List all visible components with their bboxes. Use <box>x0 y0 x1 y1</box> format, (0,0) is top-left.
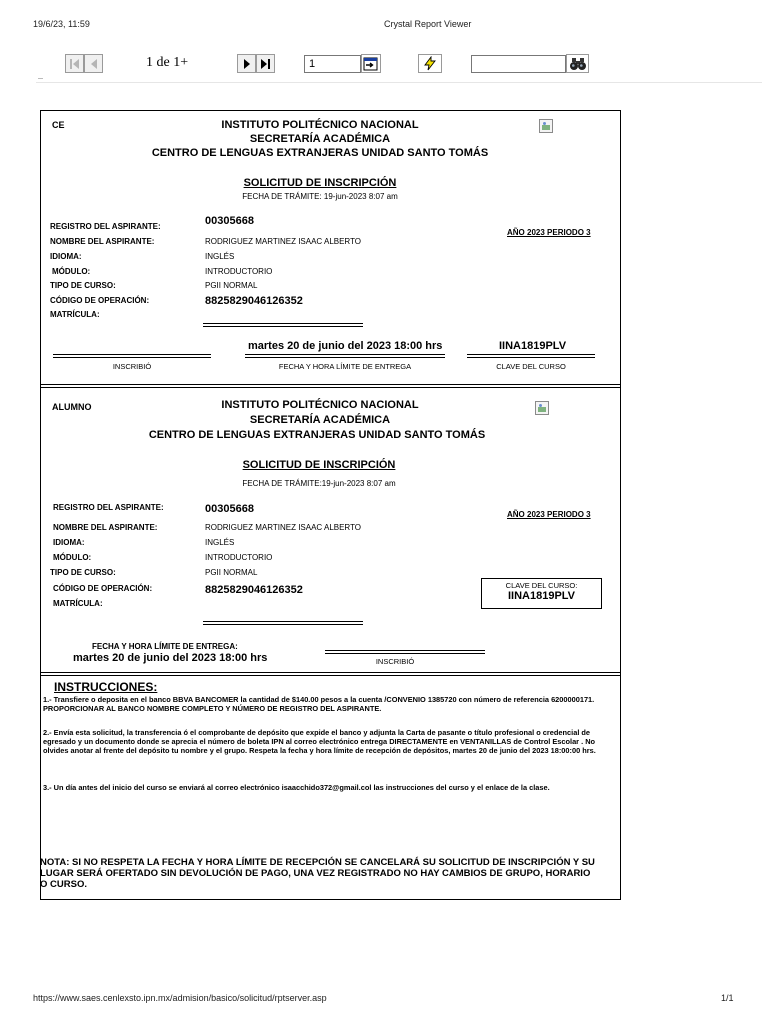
clave-curso-box <box>481 578 602 609</box>
sig-line-inscribio <box>53 354 211 358</box>
search-input[interactable] <box>471 55 566 73</box>
org-line-2: SECRETARÍA ACADÉMICA <box>249 414 391 426</box>
label-nombre: NOMBRE DEL ASPIRANTE: <box>50 237 155 246</box>
periodo: AÑO 2023 PERIODO 3 <box>507 510 591 519</box>
matricula-line <box>203 323 363 327</box>
form-title: SOLICITUD DE INSCRIPCIÓN <box>242 459 396 471</box>
previous-page-icon <box>91 59 97 69</box>
org-line-1: INSTITUTO POLITÉCNICO NACIONAL <box>221 399 419 411</box>
sig-line-fecha <box>245 354 445 358</box>
label-idioma: IDIOMA: <box>53 538 85 547</box>
sig-clave: CLAVE DEL CURSO <box>496 362 566 371</box>
fecha-limite: martes 20 de junio del 2023 18:00 hrs <box>73 652 268 664</box>
instruction-1: 1.- Transfiere o deposita en el banco BBVA BANCOMER la cantidad de $140.00 pesos a la cuenta /CONVENIO 1385720 con número de referencia 6200000171. PROPORCIONAR AL BANCO NOMBRE COMPLETO Y NÚMERO DE REGISTRO DEL ASPIRANTE. <box>43 695 595 713</box>
value-modulo: INTRODUCTORIO <box>205 553 273 562</box>
sig-inscribio: INSCRIBIÓ <box>375 657 415 666</box>
nota: NOTA: SI NO RESPETA LA FECHA Y HORA LÍMITE DE RECEPCIÓN SE CANCELARÁ SU SOLICITUD DE INSCRIPCIÓN Y SU LUGAR SERÁ OFERTADO SIN DEVOLUCIÓN DE PAGO, UNA VEZ REGISTRADO NO HAY CAMBIOS DE GRUPO, HORARIO O CURSO. <box>40 857 595 890</box>
value-nombre: RODRIGUEZ MARTINEZ ISAAC ALBERTO <box>205 237 362 246</box>
org-line-3: CENTRO DE LENGUAS EXTRANJERAS UNIDAD SANTO TOMÁS <box>151 147 489 159</box>
sig-inscribio: INSCRIBIÓ <box>112 362 152 371</box>
print-datetime: 19/6/23, 11:59 <box>33 19 90 29</box>
fecha-limite-label: FECHA Y HORA LÍMITE DE ENTREGA: <box>92 642 238 651</box>
print-page-number: 1/1 <box>721 993 734 1003</box>
section-divider-2 <box>40 672 621 676</box>
value-modulo: INTRODUCTORIO <box>205 267 273 276</box>
first-page-icon <box>70 59 72 69</box>
instruction-3: 3.- Un día antes del inicio del curso se enviará al correo electrónico isaacchido372@gmail.col las instrucciones del curso y el enlace de la clase. <box>43 783 550 792</box>
last-page-icon <box>261 59 267 69</box>
search-button[interactable] <box>566 54 589 73</box>
label-matricula: MATRÍCULA: <box>53 599 103 608</box>
page-number-input[interactable] <box>304 55 361 73</box>
fecha-limite: martes 20 de junio del 2023 18:00 hrs <box>248 340 443 352</box>
label-matricula: MATRÍCULA: <box>50 310 100 319</box>
org-line-3: CENTRO DE LENGUAS EXTRANJERAS UNIDAD SANTO TOMÁS <box>148 429 486 441</box>
print-title: Crystal Report Viewer <box>384 19 472 29</box>
copy-code: CE <box>52 120 65 130</box>
print-url: https://www.saes.cenlexsto.ipn.mx/admision/basico/solicitud/rptserver.asp <box>33 993 327 1003</box>
first-page-button[interactable] <box>65 54 84 73</box>
value-tipo: PGII NORMAL <box>205 281 258 290</box>
form-title: SOLICITUD DE INSCRIPCIÓN <box>243 177 397 189</box>
section-divider-1 <box>40 384 621 388</box>
lightning-icon <box>423 56 437 71</box>
label-modulo: MÓDULO: <box>53 553 92 562</box>
label-nombre: NOMBRE DEL ASPIRANTE: <box>53 523 158 532</box>
label-modulo: MÓDULO: <box>52 267 91 276</box>
goto-page-icon <box>363 57 379 71</box>
copy-code: ALUMNO <box>52 402 92 412</box>
value-registro: 00305668 <box>205 215 254 227</box>
matricula-line <box>203 621 363 625</box>
page-status: 1 de 1+ <box>146 55 189 70</box>
clave-curso: IINA1819PLV <box>507 590 576 602</box>
label-idioma: IDIOMA: <box>50 252 82 261</box>
org-line-1: INSTITUTO POLITÉCNICO NACIONAL <box>221 119 419 131</box>
value-idioma: INGLÉS <box>205 538 235 547</box>
previous-page-button[interactable] <box>84 54 103 73</box>
broken-image-icon <box>535 401 549 415</box>
label-tipo: TIPO DE CURSO: <box>50 568 116 577</box>
binoculars-icon <box>569 57 587 71</box>
periodo: AÑO 2023 PERIODO 3 <box>507 228 591 237</box>
value-codigo: 8825829046126352 <box>205 295 303 307</box>
clave-curso: IINA1819PLV <box>499 340 567 352</box>
label-registro: REGISTRO DEL ASPIRANTE: <box>53 503 164 512</box>
report-toolbar <box>36 45 762 83</box>
instruction-2: 2.- Envía esta solicitud, la transferencia ó el comprobante de depósito que expide el banco y adjunta la Carta de pasante o título profesional o credencial de egresado y un documento donde se aprecia el número de boleta IPN al correo electrónico entrega DIRECTAMENTE en VENTANILLAS de Control Escolar . No olvides anotar al frente del depósito tu nombre y el grupo. Respeta la fecha y hora límite de recepción de depósitos, martes 20 de junio del 2023 18:00:00 hrs. <box>43 728 596 755</box>
value-idioma: INGLÉS <box>205 252 235 261</box>
next-page-button[interactable] <box>237 54 256 73</box>
label-registro: REGISTRO DEL ASPIRANTE: <box>50 222 161 231</box>
org-line-2: SECRETARÍA ACADÉMICA <box>249 133 391 145</box>
value-tipo: PGII NORMAL <box>205 568 258 577</box>
label-codigo: CÓDIGO DE OPERACIÓN: <box>53 584 153 593</box>
refresh-button[interactable] <box>418 54 442 73</box>
sig-line-clave <box>467 354 595 358</box>
instructions-title: INSTRUCCIONES: <box>54 680 158 694</box>
value-nombre: RODRIGUEZ MARTINEZ ISAAC ALBERTO <box>205 523 362 532</box>
broken-image-icon <box>539 119 553 133</box>
sig-fecha: FECHA Y HORA LÍMITE DE ENTREGA <box>278 362 412 371</box>
next-page-icon <box>244 59 250 69</box>
toolbar-marker <box>38 78 43 79</box>
clave-label: CLAVE DEL CURSO: <box>505 581 578 590</box>
fecha-tramite: FECHA DE TRÁMITE: 19-jun-2023 8:07 am <box>242 192 398 201</box>
go-to-page-button[interactable] <box>361 54 381 73</box>
sig-line-inscribio <box>325 650 485 654</box>
fecha-tramite: FECHA DE TRÁMITE:19-jun-2023 8:07 am <box>242 479 396 488</box>
label-tipo: TIPO DE CURSO: <box>50 281 116 290</box>
value-registro: 00305668 <box>205 503 254 515</box>
label-codigo: CÓDIGO DE OPERACIÓN: <box>50 296 150 305</box>
last-page-button[interactable] <box>256 54 275 73</box>
value-codigo: 8825829046126352 <box>205 584 303 596</box>
